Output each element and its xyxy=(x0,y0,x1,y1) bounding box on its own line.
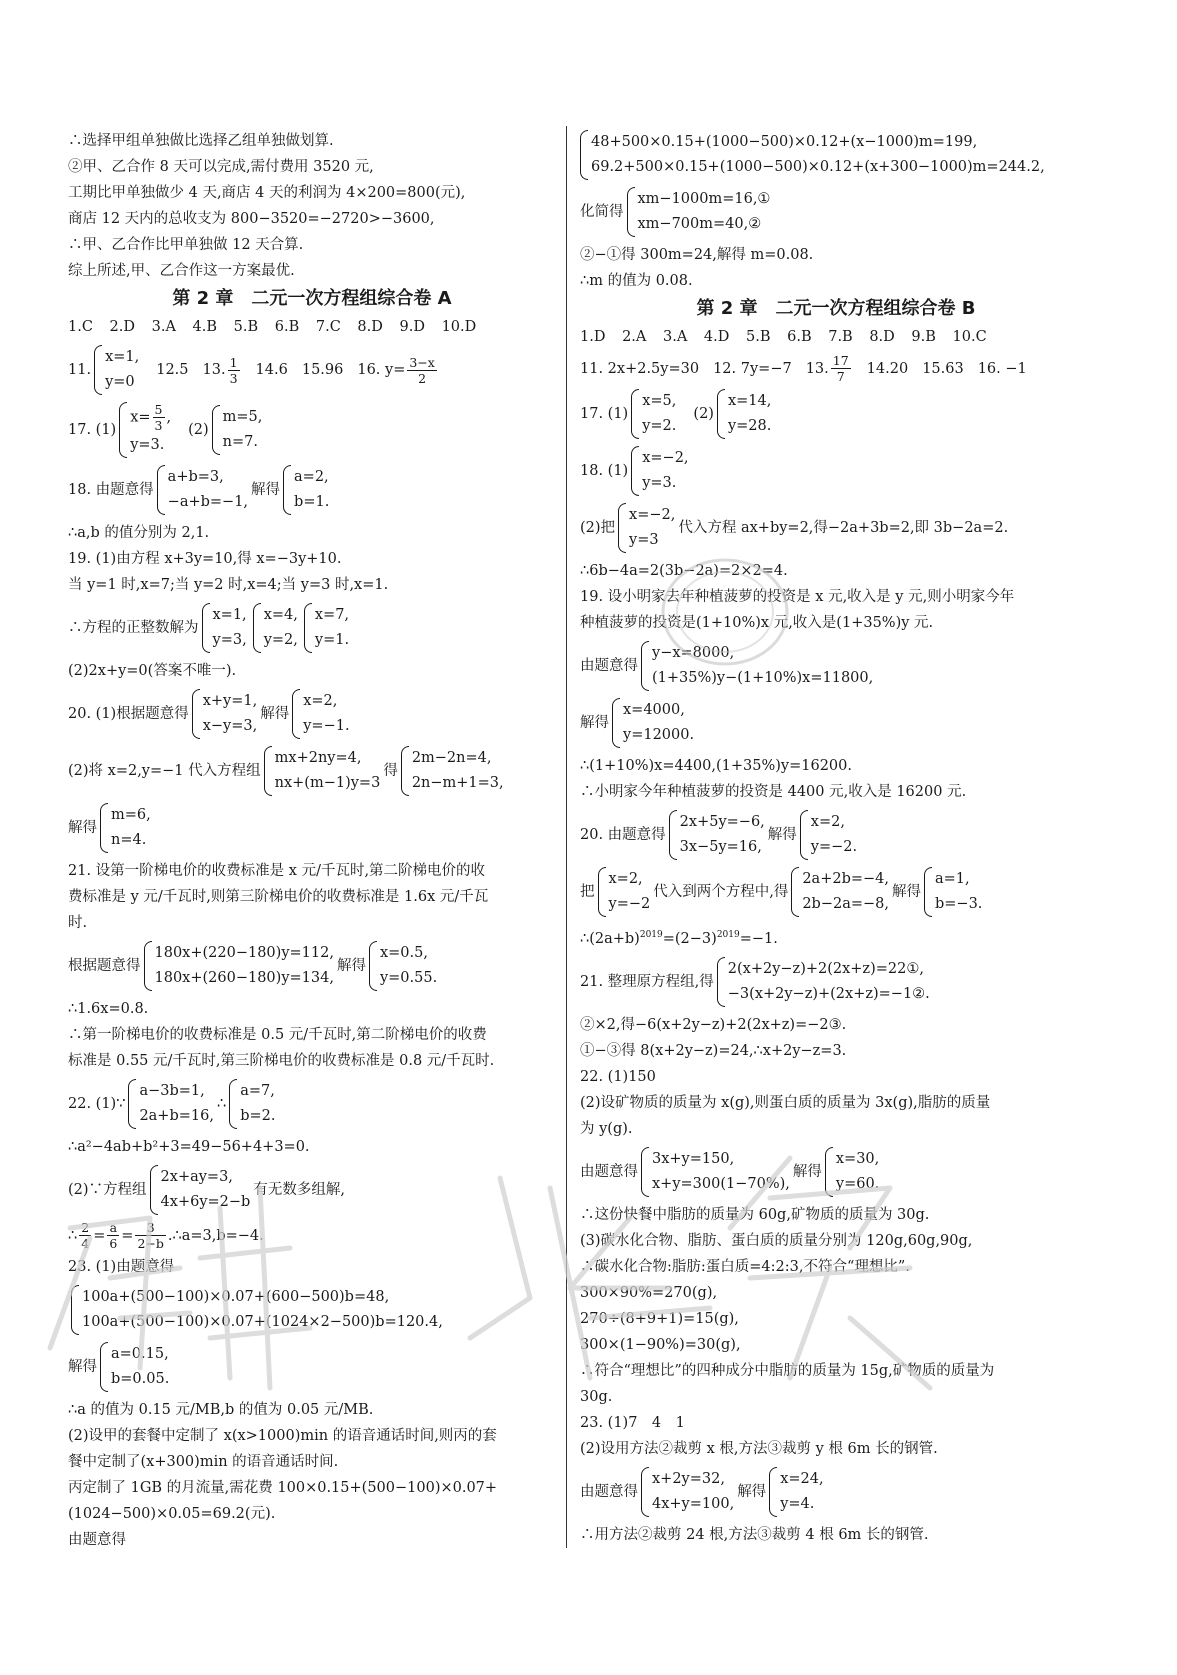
text-line: 270÷(8+9+1)=15(g), xyxy=(580,1310,739,1327)
text: 由题意得 xyxy=(580,1163,638,1180)
text-line: ∴碳水化合物:脂肪:蛋白质=4:2:3,不符合“理想比”. xyxy=(580,1258,910,1275)
answer-18 xyxy=(68,463,556,517)
mc-answer: 7.B xyxy=(828,329,853,345)
text: 根据题意得 xyxy=(68,958,141,974)
equation-system: mx+2ny=4, nx+(m−1)y=3 xyxy=(264,746,381,796)
mc-answer: 4.B xyxy=(192,319,218,335)
simplified-system xyxy=(580,185,1092,239)
q-label: 18. (1) xyxy=(580,463,629,479)
equation-system: x=24, y=4. xyxy=(769,1467,823,1517)
equation-system: x=14, y=28. xyxy=(717,389,771,439)
answer-19-b-sol xyxy=(580,696,1092,750)
fraction: $\frac{3}{2-b}$ xyxy=(137,1220,164,1251)
text-line: ∴a²−4ab+b²+3=49−56+4+3=0. xyxy=(68,1139,310,1155)
eq-row: n=7. xyxy=(222,434,258,450)
answer-23-system xyxy=(68,1283,556,1337)
mc-answer: 6.B xyxy=(787,329,812,345)
text-line: (1024−500)×0.05=69.2(元). xyxy=(68,1506,276,1522)
equation-system: m=6, n=4. xyxy=(100,803,151,853)
text: 把 xyxy=(580,884,595,900)
answer-21-b xyxy=(580,955,1092,1009)
equation-system: 100a+(500−100)×0.07+(600−500)b=48, 100a+(500−100)×0.07+(1024×2−500)b=120.4, xyxy=(71,1285,443,1335)
mc-answer: 7.C xyxy=(315,319,341,335)
equation-system: x=7, y=1. xyxy=(304,603,349,653)
text-line: 为 y(g). xyxy=(580,1120,633,1137)
text-line: 时. xyxy=(68,915,88,931)
answer: 15.63 xyxy=(922,360,964,377)
answer-22-b xyxy=(580,1145,1092,1199)
text: 解得 xyxy=(737,1483,767,1500)
answer: 12.5 xyxy=(156,362,189,378)
text-line: ∴6b−4a=2(3b−2a)=2×2=4. xyxy=(580,563,788,579)
section-heading-a: 第 2 章 二元一次方程组综合卷 A xyxy=(172,288,452,309)
text: 由题意得 xyxy=(580,1483,638,1500)
q-label: 18. 由题意得 xyxy=(68,482,154,498)
equation-system: 2(x+2y−z)+2(2x+z)=22①, −3(x+2y−z)+(2x+z)=−1②. xyxy=(717,957,930,1007)
text-line: ∴选择甲组单独做比选择乙组单独做划算. xyxy=(68,133,334,149)
equation-system xyxy=(283,465,329,515)
mc-answers-a xyxy=(68,314,556,340)
equation-system xyxy=(119,402,171,458)
answer-23-b xyxy=(580,1465,1092,1519)
text: 代入方程 ax+by=2,得−2a+3b=2,即 3b−2a=2. xyxy=(678,520,1009,536)
mc-answer: 5.B xyxy=(746,329,771,345)
text-line: ②−①得 300m=24,解得 m=0.08. xyxy=(580,247,814,263)
equation-system: x=2, y=−1. xyxy=(292,689,349,739)
answer-23-solution xyxy=(68,1340,556,1394)
equation-system: x=0.5, y=0.55. xyxy=(369,941,437,991)
text-line: ①−③得 8(x+2y−z)=24,∴x+2y−z=3. xyxy=(580,1042,847,1059)
fraction: $\frac{17}{7}$ xyxy=(832,353,849,384)
text-line: 丙定制了 1GB 的月流量,需花费 100×0.15+(500−100)×0.07+ xyxy=(68,1480,498,1496)
q-label: 17. (1) xyxy=(580,406,629,422)
eq-row: m=5, xyxy=(222,409,263,425)
answer: 11. 2x+2.5y=30 xyxy=(580,360,700,377)
mc-answer: 9.B xyxy=(911,329,936,345)
equation-system: x=−2, y=3 xyxy=(618,503,675,553)
equation-system: 180x+(220−180)y=112, 180x+(260−180)y=134, xyxy=(144,941,334,991)
text: 解得 xyxy=(336,958,366,974)
answer-17 xyxy=(68,400,556,460)
text-line: ∴小明家今年种植菠萝的投资是 4400 元,收入是 16200 元. xyxy=(580,784,967,800)
text-line: 工期比甲单独做少 4 天,商店 4 天的利润为 4×200=800(元), xyxy=(68,185,466,201)
text-line: 23. (1)7 4 1 xyxy=(580,1414,685,1431)
answer-20-1 xyxy=(68,687,556,741)
equation-system: x=2, y=−2. xyxy=(800,810,857,860)
answer: 14.6 xyxy=(255,362,288,378)
text-line: 300×90%=270(g), xyxy=(580,1284,718,1301)
text-line: 22. (1)150 xyxy=(580,1068,656,1085)
text-line: ∴a,b 的值分别为 2,1. xyxy=(68,525,210,541)
equation-system: a=1, b=−3. xyxy=(924,867,982,917)
equation-system: 2x+5y=−6, 3x−5y=16, xyxy=(669,810,765,860)
text: 解得 xyxy=(68,1359,97,1375)
q-label: (2) xyxy=(693,406,714,422)
fraction: $\frac{a}{6}$ xyxy=(109,1220,118,1251)
system-continued xyxy=(580,128,1092,182)
text: 解得 xyxy=(251,482,281,498)
text-line: 费标准是 y 元/千瓦时,则第三阶梯电价的收费标准是 1.6x 元/千瓦 xyxy=(68,889,489,905)
text-line: $\therefore(2a+b)^{2019}=(2-3)^{2019}=-1$. xyxy=(580,930,778,947)
text-line: ∴第一阶梯电价的收费标准是 0.5 元/千瓦时,第二阶梯电价的收费 xyxy=(68,1027,487,1043)
text-line: ∴m 的值为 0.08. xyxy=(580,273,693,289)
eq-row: x=1, xyxy=(105,349,140,365)
text: 代入到两个方程中,得 xyxy=(653,884,789,900)
mc-answer: 10.D xyxy=(441,319,477,335)
eq-row: y=0 xyxy=(105,374,135,390)
mc-answer: 9.D xyxy=(399,319,425,335)
answer: 16. y= xyxy=(357,362,406,378)
fraction: $\frac{1}{3}$ xyxy=(229,354,238,386)
text-line: 19. (1)由方程 x+3y=10,得 x=−3y+10. xyxy=(68,551,342,567)
equation-system xyxy=(157,465,248,515)
equation-system xyxy=(94,345,139,395)
answer-20-b-2 xyxy=(580,865,1092,919)
text-line: ∴符合“理想比”的四种成分中脂肪的质量为 15g,矿物质的质量为 xyxy=(580,1362,995,1379)
q-label: (2) xyxy=(188,422,209,438)
mc-answer: 1.D xyxy=(580,329,606,345)
text: (2)将 x=2,y=−1 代入方程组 xyxy=(68,763,261,779)
answer-20-b xyxy=(580,808,1092,862)
answer-19-b xyxy=(580,639,1092,693)
answer: 16. −1 xyxy=(977,360,1027,377)
q-label: 20. (1)根据题意得 xyxy=(68,706,189,722)
text-line: 当 y=1 时,x=7;当 y=2 时,x=4;当 y=3 时,x=1. xyxy=(68,577,389,593)
equation-system: x=−2, y=3. xyxy=(631,446,688,496)
text: ∴方程的正整数解为 xyxy=(68,620,199,636)
mc-answer: 8.D xyxy=(869,329,895,345)
mc-answer: 10.C xyxy=(952,329,987,345)
eq-row: b=1. xyxy=(294,494,330,510)
column-divider xyxy=(566,126,567,1548)
text-line: (3)碳水化合物、脂肪、蛋白质的质量分别为 120g,60g,90g, xyxy=(580,1232,973,1249)
answer: 15.96 xyxy=(301,362,344,378)
equation-system: x=5, y=2. xyxy=(631,389,676,439)
text-line: (2)设用方法②裁剪 x 根,方法③裁剪 y 根 6m 长的钢管. xyxy=(580,1440,938,1457)
text-line: 19. 设小明家去年种植菠萝的投资是 x 元,收入是 y 元,则小明家今年 xyxy=(580,589,1015,605)
answer-22-2 xyxy=(68,1163,556,1217)
mc-answer: 3.A xyxy=(151,319,176,335)
answer-22-1 xyxy=(68,1077,556,1131)
equation-system: x=30, y=60. xyxy=(825,1147,879,1197)
right-column xyxy=(580,128,1092,1548)
text-line: ∴1.6x=0.8. xyxy=(68,1001,149,1017)
equation-system: 3x+y=150, x+y=300(1−70%), xyxy=(641,1147,790,1197)
text-line: ∴这份快餐中脂肪的质量为 60g,矿物质的质量为 30g. xyxy=(580,1206,930,1223)
equation-system: a=0.15, b=0.05. xyxy=(100,1342,169,1392)
equation-system: 2a+2b=−4, 2b−2a=−8, xyxy=(791,867,889,917)
q-label: 21. 整理原方程组,得 xyxy=(580,973,714,990)
text-line: ②×2,得−6(x+2y−z)+2(2x+z)=−2③. xyxy=(580,1016,847,1033)
answer-20-3 xyxy=(68,801,556,855)
text-line: (2)设矿物质的质量为 x(g),则蛋白质的质量为 3x(g),脂肪的质量 xyxy=(580,1094,991,1111)
answer: 12. 7y=−7 xyxy=(713,360,792,377)
text-line: 30g. xyxy=(580,1388,613,1405)
text-line: 21. 设第一阶梯电价的收费标准是 x 元/千瓦时,第二阶梯电价的收 xyxy=(68,863,486,879)
text-line: 由题意得 xyxy=(68,1532,126,1548)
text-line: 23. (1)由题意得 xyxy=(68,1259,175,1275)
text-line: 综上所述,甲、乙合作这一方案最优. xyxy=(68,263,295,279)
mc-answer: 8.D xyxy=(357,319,383,335)
mc-answer: 4.D xyxy=(703,329,730,345)
text-line: ∴用方法②裁剪 24 根,方法③裁剪 4 根 6m 长的钢管. xyxy=(580,1526,929,1543)
answer-20-2 xyxy=(68,744,556,798)
equation-system: 2m−2n=4, 2n−m+1=3, xyxy=(401,746,504,796)
equation-system: x=4, y=2, xyxy=(253,603,298,653)
text: 解得 xyxy=(767,827,797,843)
text: 解得 xyxy=(792,1163,822,1180)
text: 解得 xyxy=(68,820,97,836)
text: 由题意得 xyxy=(580,658,638,674)
q-label: 22. (1)∵ xyxy=(68,1096,126,1112)
equation-system: a−3b=1, 2a+b=16, xyxy=(128,1079,214,1129)
text: 化简得 xyxy=(580,204,624,220)
answer: 14.20 xyxy=(866,360,909,377)
text: 解得 xyxy=(892,884,921,900)
q-label: 17. (1) xyxy=(68,422,117,438)
answer-18-b-2 xyxy=(580,501,1092,555)
left-column xyxy=(68,128,556,1553)
answer-21 xyxy=(68,939,556,993)
mc-answer: 6.B xyxy=(274,319,300,335)
text: 解得 xyxy=(260,706,290,722)
answer: 13. xyxy=(805,360,829,377)
answer-18-b xyxy=(580,444,1092,498)
text-line: 300×(1−90%)=30(g), xyxy=(580,1336,741,1353)
text: 得 xyxy=(383,763,398,779)
eq-row: y=3. xyxy=(130,437,165,453)
eq-row: −a+b=−1, xyxy=(167,494,249,510)
mc-answer: 1.C xyxy=(68,319,93,335)
text-line: 餐中定制了(x+300)min 的语音通话时间. xyxy=(68,1454,339,1470)
text-line: 商店 12 天内的总收支为 800−3520=−2720>−3600, xyxy=(68,211,435,227)
equation-system: 48+500×0.15+(1000−500)×0.12+(x−1000)m=199, 69.2+500×0.15+(1000−500)×0.12+(x+300−1000)m=244.2, xyxy=(580,130,1045,180)
eq-row: a+b=3, xyxy=(167,469,224,485)
text: (2)把 xyxy=(580,520,616,536)
q-label: 20. 由题意得 xyxy=(580,827,666,843)
q-label: 11. xyxy=(68,362,92,378)
equation-system: x=2, y=−2 xyxy=(598,867,651,917)
text-line: ∴甲、乙合作比甲单独做 12 天合算. xyxy=(68,237,304,253)
equation-system: y−x=8000, (1+35%)y−(1+10%)x=11800, xyxy=(641,641,873,691)
text: 有无数多组解, xyxy=(253,1182,345,1198)
text: ∴ xyxy=(216,1096,227,1112)
answer: 13. xyxy=(202,362,226,378)
text-line: 种植菠萝的投资是(1+10%)x 元,收入是(1+35%)y 元. xyxy=(580,615,934,631)
text: 解得 xyxy=(580,715,609,731)
equation-system: x=1, y=3, xyxy=(202,603,247,653)
mc-answers-b xyxy=(580,324,1092,350)
text-line: ②甲、乙合作 8 天可以完成,需付费用 3520 元, xyxy=(68,159,374,175)
equation-system: 2x+ay=3, 4x+6y=2−b xyxy=(150,1165,251,1215)
equation-system: x+y=1, x−y=3, xyxy=(192,689,258,739)
text-line: ∴(1+10%)x=4400,(1+35%)y=16200. xyxy=(580,758,852,774)
text-line: ∴a 的值为 0.15 元/MB,b 的值为 0.05 元/MB. xyxy=(68,1402,374,1418)
answer-17-b xyxy=(580,387,1092,441)
answers-11-16-b xyxy=(580,353,1092,384)
mc-answer: 2.A xyxy=(622,329,647,345)
mc-answer: 2.D xyxy=(109,319,136,335)
text-line: (2)设甲的套餐中定制了 x(x>1000)min 的语音通话时间,则丙的套 xyxy=(68,1428,497,1444)
text: (2)∵方程组 xyxy=(68,1182,147,1198)
equation-system xyxy=(212,405,263,455)
text-line: 标准是 0.55 元/千瓦时,第三阶梯电价的收费标准是 0.8 元/千瓦时. xyxy=(68,1053,495,1069)
fraction: $\frac{2}{4}$ xyxy=(81,1220,90,1251)
equation-system: x+2y=32, 4x+y=100, xyxy=(641,1467,734,1517)
equation-system: x=4000, y=12000. xyxy=(612,698,694,748)
equation-system: a=7, b=2. xyxy=(229,1079,275,1129)
fraction: $\frac{5}{3}$ xyxy=(154,402,163,433)
mc-answer: 5.B xyxy=(233,319,259,335)
fraction: $\frac{3-x}{2}$ xyxy=(409,354,435,386)
mc-answer: 3.A xyxy=(663,329,688,345)
answer-19-systems xyxy=(68,601,556,655)
answer-22-3: ∴ $\frac{2}{4}$ = $\frac{a}{6}$ = $\frac{3}{2-b}$ .∴a=3,b=−4. xyxy=(68,1220,264,1251)
answers-11-16 xyxy=(68,343,556,397)
eq-row: x= $\frac{5}{3}$ , xyxy=(130,402,172,433)
text-line: (2)2x+y=0(答案不唯一). xyxy=(68,663,237,679)
equation-system: xm−1000m=16,① xm−700m=40,② xyxy=(627,187,771,237)
section-heading-b: 第 2 章 二元一次方程组综合卷 B xyxy=(696,298,976,319)
eq-row: a=2, xyxy=(294,469,329,485)
